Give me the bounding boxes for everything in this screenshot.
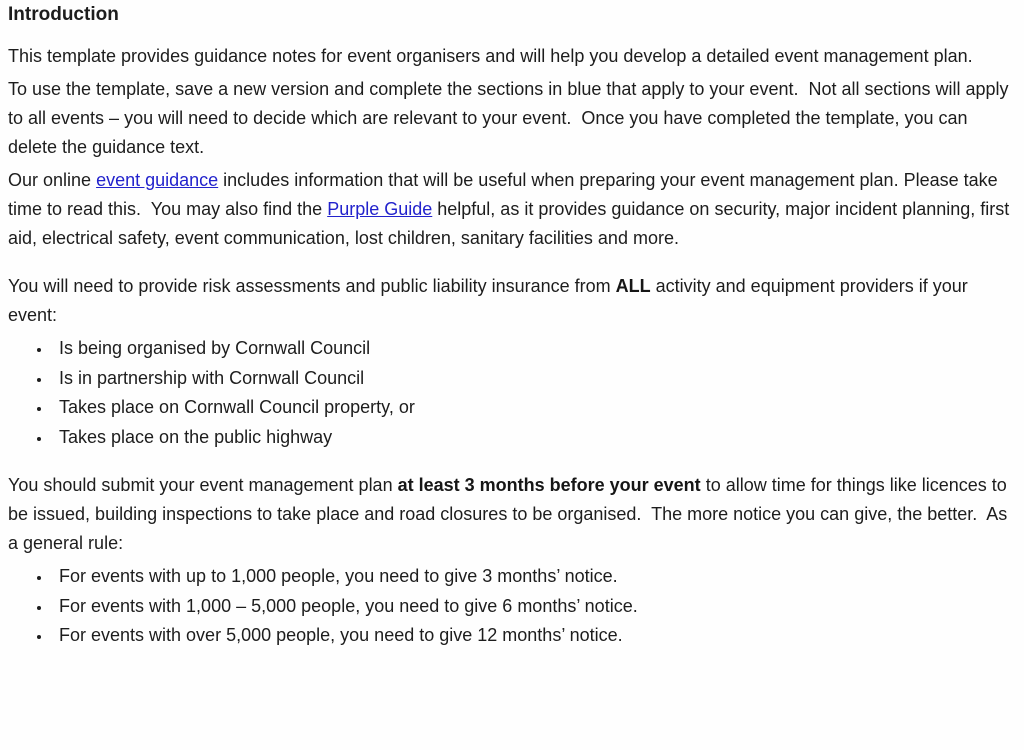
list-item: • Is in partnership with Cornwall Council xyxy=(52,364,1014,394)
requirements-paragraph xyxy=(8,272,1014,330)
list-item: • Takes place on Cornwall Council property, or xyxy=(52,393,1014,423)
list-item: • Is being organised by Cornwall Council xyxy=(52,334,1014,364)
providers-bullet-list xyxy=(8,334,1014,452)
purple-guide-link[interactable]: Purple Guide xyxy=(327,199,433,219)
intro-paragraph-2: To use the template, save a new version and complete the sections in blue that apply to your event. Not all sections will apply to all events – you will need to decide which are relevant to your event. Once you have completed the template, you can delete the guidance text. xyxy=(8,79,1014,157)
submission-bold-deadline: at least 3 months before your event xyxy=(397,475,701,495)
notice-periods-bullet-list xyxy=(8,562,1014,651)
requirements-text-pre: You will need to provide risk assessments and public liability insurance from xyxy=(8,276,616,296)
section-heading: Introduction xyxy=(8,4,119,25)
list-item: • For events with up to 1,000 people, you need to give 3 months’ notice. xyxy=(52,562,1014,592)
paragraph-3-text-mid: includes information that will be useful when preparing your event management plan. Please take time to read this. You may also find the xyxy=(8,170,1003,219)
intro-paragraph-1: This template provides guidance notes for event organisers and will help you develop a detailed event management plan. xyxy=(8,46,973,66)
submission-paragraph xyxy=(8,471,1014,558)
submission-text-post: to allow time for things like licences to be issued, building inspections to take place and road closures to be organised. The more notice you can give, the better. As a general rule: xyxy=(8,475,1013,553)
list-item: • Takes place on the public highway xyxy=(52,423,1014,453)
intro-paragraph-3 xyxy=(8,166,1014,253)
paragraph-3-text-post: helpful, as it provides guidance on security, major incident planning, first aid, electrical safety, event communication, lost children, sanitary facilities and more. xyxy=(8,199,1015,248)
submission-text-pre: You should submit your event management plan xyxy=(8,475,398,495)
requirements-text-post: activity and equipment providers if your event: xyxy=(8,276,973,325)
list-item: • For events with over 5,000 people, you need to give 12 months’ notice. xyxy=(52,621,1014,651)
paragraph-3-text-pre: Our online xyxy=(8,170,97,190)
event-guidance-link[interactable]: event guidance xyxy=(96,170,219,190)
list-item: • For events with 1,000 – 5,000 people, you need to give 6 months’ notice. xyxy=(52,592,1014,622)
requirements-bold-all: ALL xyxy=(615,276,651,296)
